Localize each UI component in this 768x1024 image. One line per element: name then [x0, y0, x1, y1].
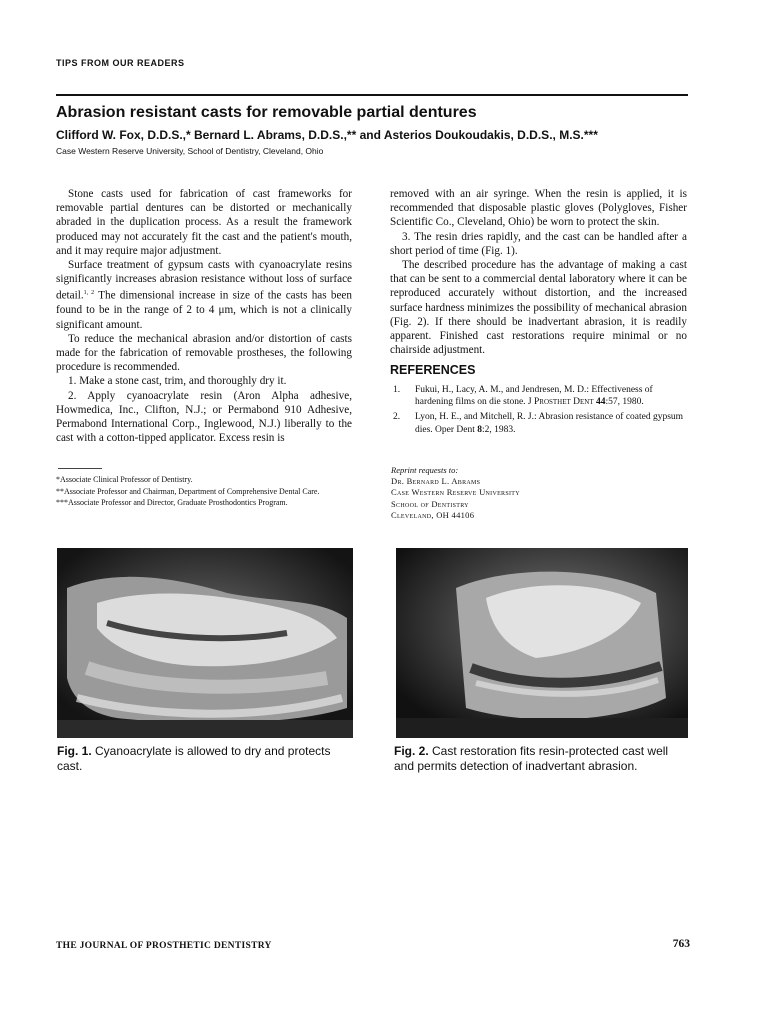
footnote: *Associate Clinical Professor of Dentistry. — [56, 475, 193, 484]
footer-journal-name: THE JOURNAL OF PROSTHETIC DENTISTRY — [56, 941, 272, 951]
footnote: ***Associate Professor and Director, Graduate Prosthodontics Program. — [56, 498, 288, 508]
citation-superscript: 1, 2 — [83, 290, 95, 297]
paragraph-procedure-intro: To reduce the mechanical abrasion and/or distortion of casts made for the fabrication of removable prostheses, the following procedure is recommended. — [56, 332, 352, 374]
reference-volume: 44 — [596, 397, 606, 408]
references-heading: REFERENCES — [390, 363, 476, 378]
reference-journal: Prosthet Dent — [534, 397, 594, 408]
reference-item — [390, 411, 687, 437]
procedure-step-1: 1. Make a stone cast, trim, and thoroughly dry it. — [68, 375, 287, 388]
procedure-step-2a: 2. Apply cyanoacrylate resin (Aron Alpha adhesive, Howmedica, Inc., Clifton, N.J.; or Permabond 910 Adhesive, Permabond International Corp., Inglewood, N.J.) liberally to the cast with a cotton-tipped applicator. Excess resin is — [56, 389, 352, 445]
reference-text — [415, 384, 687, 410]
paragraph-advantages: The described procedure has the advantage of making a cast that can be sent to a commercial dental laboratory where it can be reproduced accurately without distortion, and the increased surface hardness minimizes the possibility of mechanical abrasion (Fig. 2). If there should be inadvertant abrasion, it is readily apparent. Finished cast restorations require minimal or no chairside adjustment. — [390, 259, 687, 357]
reference-part: Lyon, H. E., and Mitchell, R. J.: Abrasion resistance of coated gypsum dies. Oper Dent — [415, 412, 684, 436]
reprint-line: Cleveland, OH 44106 — [391, 509, 475, 520]
reference-item — [390, 384, 687, 410]
figure-2-caption — [394, 744, 690, 774]
reprint-line: Dr. Bernard L. Abrams — [391, 476, 481, 487]
running-head: TIPS FROM OUR READERS — [56, 58, 185, 68]
reference-text — [415, 411, 687, 437]
paragraph-surface-treatment — [56, 258, 352, 332]
figure-1-photo — [57, 548, 353, 738]
left-column — [56, 187, 352, 445]
page-number: 763 — [672, 938, 690, 950]
right-column — [390, 187, 687, 439]
reprint-requests — [391, 465, 688, 521]
footnote: **Associate Professor and Chairman, Department of Comprehensive Dental Care. — [56, 486, 320, 496]
reference-part: :57, 1980. — [605, 397, 644, 408]
figure-2-label: Fig. 2. — [394, 744, 429, 758]
reference-number: 2. — [393, 412, 401, 423]
paragraph-intro: Stone casts used for fabrication of cast frameworks for removable partial dentures can be distorted or mechanically abraded in the duplication process. As a result the framework produced may not accurately fit the cast and the patient's mouth, and it may require major adjustment. — [56, 188, 352, 257]
reprint-line: Case Western Reserve University — [391, 487, 520, 498]
figure-1-label: Fig. 1. — [57, 744, 92, 758]
paragraph-surface-treatment-b: The dimensional increase in size of the casts has been found to be in the range of 2 to 4 μm, which is not a clinically significant amount. — [56, 290, 352, 331]
reference-number: 1. — [393, 384, 401, 395]
article-title: Abrasion resistant casts for removable partial dentures — [56, 104, 477, 121]
author-footnotes — [56, 474, 356, 509]
figure-1-caption-text: Cyanoacrylate is allowed to dry and protects cast. — [57, 744, 331, 773]
reprint-line: School of Dentistry — [391, 498, 469, 509]
header-rule — [56, 94, 688, 96]
procedure-step-3: 3. The resin dries rapidly, and the cast can be handled after a short period of time (Fig. 1). — [390, 230, 687, 257]
procedure-step-2b: removed with an air syringe. When the resin is applied, it is recommended that disposable plastic gloves (Polygloves, Fisher Scientific Co., Cleveland, Ohio) be worn to protect the skin. — [390, 188, 687, 229]
footnote-rule — [58, 468, 102, 469]
paragraph-surface-treatment-a: Surface treatment of gypsum casts with cyanoacrylate resins significantly increases abrasion resistance without loss of surface detail. — [56, 259, 352, 303]
figure-2-caption-text: Cast restoration fits resin-protected cast well and permits detection of inadvertant abrasion. — [394, 744, 669, 773]
reference-volume: 8 — [477, 425, 483, 436]
figure-2-photo — [396, 548, 688, 738]
affiliation: Case Western Reserve University, School of Dentistry, Cleveland, Ohio — [56, 146, 324, 156]
reference-part: :2, 1983. — [482, 425, 516, 436]
reference-part: Fukui, H., Lacy, A. M., and Jendresen, M. D.: Effectiveness of hardening films on die stone. J — [415, 384, 653, 408]
reprint-lead: Reprint requests to: — [391, 465, 459, 475]
author-line: Clifford W. Fox, D.D.S.,* Bernard L. Abrams, D.D.S.,** and Asterios Doukoudakis, D.D.S., M.S.*** — [56, 128, 598, 142]
figure-1-caption — [57, 744, 353, 774]
